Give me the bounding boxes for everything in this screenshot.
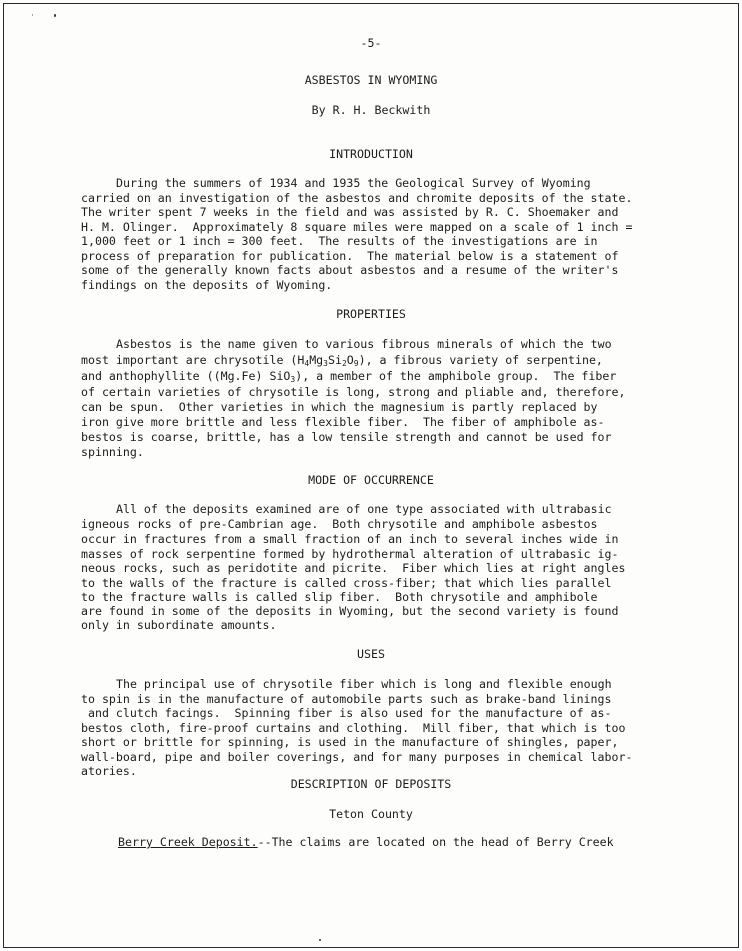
intro-line: H. M. Olinger. Approximately 8 square miles were mapped on a scale of 1 inch = xyxy=(81,220,633,234)
document-page xyxy=(3,3,739,948)
uses-line: atories. xyxy=(81,764,137,778)
formula-subscript: 4 xyxy=(304,359,310,368)
heading-deposits: DESCRIPTION OF DEPOSITS xyxy=(290,777,452,791)
occurrence-line: masses of rock serpentine formed by hydrothermal alteration of ultrabasic ig- xyxy=(81,547,619,561)
scan-speck xyxy=(32,14,33,16)
formula-text: most important are chrysotile (H xyxy=(81,353,305,367)
formula-text: Mg xyxy=(309,353,324,367)
heading-occurrence: MODE OF OCCURRENCE xyxy=(308,473,434,487)
properties-line: Asbestos is the name given to various fibrous minerals of which the two xyxy=(116,337,612,351)
county-subheading: Teton County xyxy=(329,807,413,821)
formula-text: Si xyxy=(328,353,342,367)
properties-line: spinning. xyxy=(81,445,144,459)
document-title: ASBESTOS IN WYOMING xyxy=(304,73,438,87)
uses-line: and clutch facings. Spinning fiber is also used for the manufacture of as- xyxy=(81,706,612,720)
formula-subscript: 3 xyxy=(290,375,296,384)
intro-line: some of the generally known facts about asbestos and a resume of the writer's xyxy=(81,263,619,277)
heading-uses: USES xyxy=(357,647,385,661)
intro-line: carried on an investigation of the asbestos and chromite deposits of the state. xyxy=(81,191,633,205)
scan-speck xyxy=(319,939,321,941)
occurrence-line: to the walls of the fracture is called cross-fiber; that which lies parallel xyxy=(81,576,612,590)
formula-subscript: 9 xyxy=(353,359,359,368)
intro-line: findings on the deposits of Wyoming. xyxy=(81,278,333,292)
document-author: By R. H. Beckwith xyxy=(311,103,431,117)
intro-line: 1,000 feet or 1 inch = 300 feet. The results of the investigations are in xyxy=(81,234,598,248)
properties-line: bestos is coarse, brittle, has a low tensile strength and cannot be used for xyxy=(81,430,612,444)
occurrence-line: neous rocks, such as peridotite and picrite. Fiber which lies at right angles xyxy=(81,561,626,575)
occurrence-line: are found in some of the deposits in Wyoming, but the second variety is found xyxy=(81,604,619,618)
occurrence-line: to the fracture walls is called slip fiber. Both chrysotile and amphibole xyxy=(81,590,598,604)
deposit-paragraph xyxy=(118,835,614,849)
uses-line: short or brittle for spinning, is used in the manufacture of shingles, paper, xyxy=(81,735,619,749)
uses-line: wall-board, pipe and boiler coverings, and for many purposes in chemical labor- xyxy=(81,750,633,764)
formula-text: O xyxy=(346,353,354,367)
properties-line: can be spun. Other varieties in which the magnesium is partly replaced by xyxy=(81,400,598,414)
occurrence-line: All of the deposits examined are of one type associated with ultrabasic xyxy=(116,502,612,516)
intro-line: The writer spent 7 weeks in the field and was assisted by R. C. Shoemaker and xyxy=(81,205,619,219)
uses-line: to spin is in the manufacture of automobile parts such as brake-band linings xyxy=(81,692,612,706)
formula-text: ), a member of the amphibole group. The fiber xyxy=(295,369,617,383)
formula-subscript: 3 xyxy=(323,359,328,368)
occurrence-line: occur in fractures from a small fraction of an inch to several inches wide in xyxy=(81,532,619,546)
uses-line: bestos cloth, fire-proof curtains and clothing. Mill fiber, that which is too xyxy=(81,721,626,735)
deposit-name: Berry Creek Deposit. xyxy=(118,835,258,849)
formula-text: ), a fibrous variety of serpentine, xyxy=(358,353,603,367)
heading-introduction: INTRODUCTION xyxy=(329,147,413,161)
occurrence-line: only in subordinate amounts. xyxy=(81,618,277,632)
scan-speck xyxy=(54,14,56,17)
occurrence-line: igneous rocks of pre-Cambrian age. Both chrysotile and amphibole asbestos xyxy=(81,517,598,531)
properties-line: of certain varieties of chrysotile is long, strong and pliable and, therefore, xyxy=(81,385,626,399)
formula-subscript: 2 xyxy=(341,359,347,368)
intro-line: During the summers of 1934 and 1935 the Geological Survey of Wyoming xyxy=(116,176,591,190)
uses-line: The principal use of chrysotile fiber which is long and flexible enough xyxy=(116,677,612,691)
formula-text: and anthophyllite ((Mg.Fe) SiO xyxy=(81,369,291,383)
properties-line: iron give more brittle and less flexible fiber. The fiber of amphibole as- xyxy=(81,415,605,429)
intro-line: process of preparation for publication. The material below is a statement of xyxy=(81,249,619,263)
page-number: -5- xyxy=(360,36,382,50)
heading-properties: PROPERTIES xyxy=(336,307,406,321)
deposit-text: --The claims are located on the head of Berry Creek xyxy=(257,835,614,849)
